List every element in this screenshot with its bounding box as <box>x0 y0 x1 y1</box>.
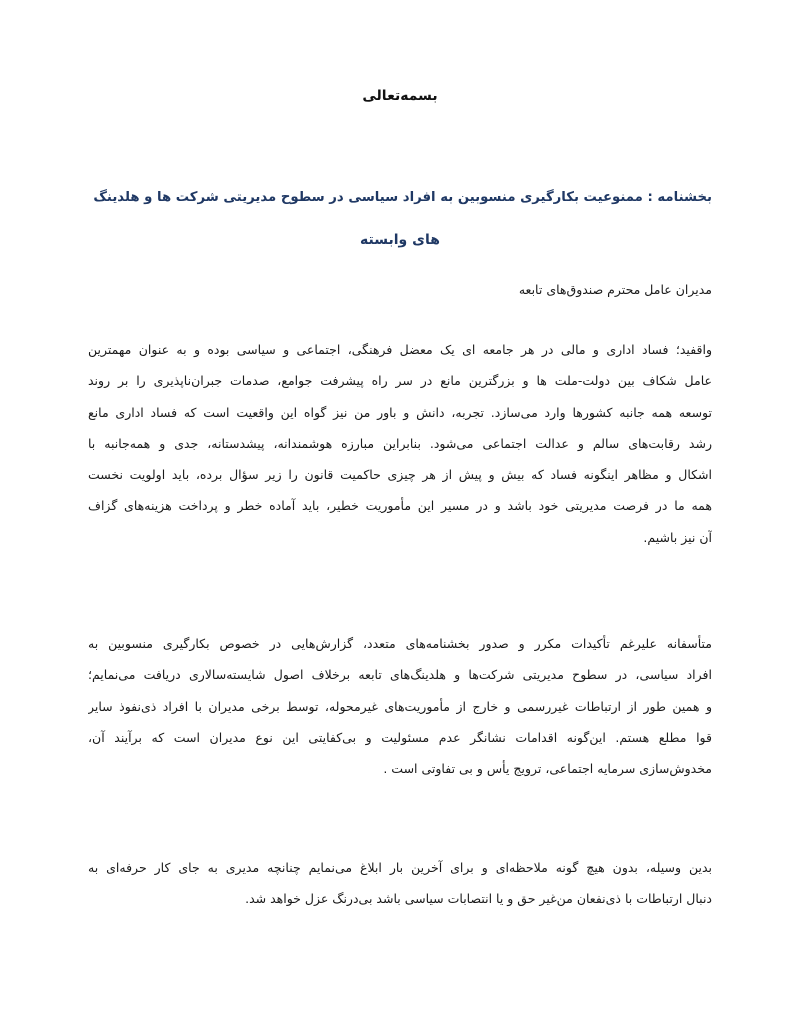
paragraph-2-line: و همین طور از ارتباطات غیررسمی و خارج از مأموریت‌های غیرمحوله، توسط برخی مدیران با افراد ذی‌نفوذ سایر <box>88 698 712 714</box>
paragraph-3-line: بدین وسیله، بدون هیچ گونه ملاحظه‌ای و برای آخرین بار ابلاغ می‌نمایم چنانچه مدیری به جای کار حرفه‌ای به <box>88 860 712 875</box>
paragraph-1-line: واقفید؛ فساد اداری و مالی در هر جامعه ای یک معضل فرهنگی، اجتماعی و سیاسی بوده و به عنوان مهمترین <box>88 342 712 357</box>
paragraph-3 <box>88 852 712 915</box>
paragraph-1-line: آن نیز باشیم. <box>643 529 712 545</box>
paragraph-2-line: مخدوش‌سازی سرمایه اجتماعی، ترویج یأس و بی تفاوتی است . <box>383 761 712 777</box>
paragraph-3-line: دنبال ارتباطات با ذی‌نفعان من‌غیر حق و یا انتصابات سیاسی باشد بی‌درنگ عزل خواهد شد. <box>245 891 712 907</box>
document-page <box>88 0 712 1035</box>
circular-title <box>88 176 712 262</box>
paragraph-1-line: اشکال و مظاهر اینگونه فساد که بیش و پیش از هر چیزی حاکمیت قانون را زیر سؤال برده، باید اولویت نخست <box>88 467 712 483</box>
paragraph-1 <box>88 334 712 553</box>
paragraph-2 <box>88 628 712 784</box>
circular-title-line-2: های وابسته <box>360 232 440 248</box>
paragraph-2-line: افراد سیاسی، در سطوح مدیریتی شرکت‌ها و هلدینگ‌های تابعه برخلاف اصول شایسته‌سالاری دریافت می‌نمایم؛ <box>88 667 712 683</box>
paragraph-1-line: توسعه همه جانبه کشورها وارد می‌سازد. تجربه، دانش و باور من نیز گواه این واقعیت است که فساد اداری مانع <box>88 404 712 420</box>
invocation-heading: بسمه‌تعالی <box>362 88 438 104</box>
paragraph-1-line: عامل شکاف بین دولت-ملت ها و بزرگترین مانع در سر راه پیشرفت جوامع، صدمات جبران‌ناپذیری را بر روند <box>88 373 712 389</box>
addressee-line: مدیران عامل محترم صندوق‌های تابعه <box>518 282 712 297</box>
paragraph-1-line: همه ما در فرصت مدیریتی خود باشد و در مسیر این مأموریت خطیر، باید آماده خطر و پرداخت هزینه‌های گزاف <box>88 498 712 514</box>
paragraph-2-line: متأسفانه علیرغم تأکیدات مکرر و صدور بخشنامه‌های متعدد، گزارش‌هایی در خصوص بکارگیری منسوبین به <box>88 636 712 651</box>
circular-title-line-1: بخشنامه : ممنوعیت بکارگیری منسوبین به افراد سیاسی در سطوح مدیریتی شرکت ها و هلدینگ <box>93 190 712 205</box>
paragraph-1-line: رشد رقابت‌های سالم و عدالت اجتماعی می‌شود. بنابراین مبارزه هوشمندانه، پیشدستانه، جدی و همه‌جانبه با <box>88 435 712 451</box>
paragraph-2-line: قوا مطلع هستم. این‌گونه اقدامات نشانگر عدم مسئولیت و بی‌کفایتی این نوع مدیران است که برآیند آن، <box>88 729 712 745</box>
